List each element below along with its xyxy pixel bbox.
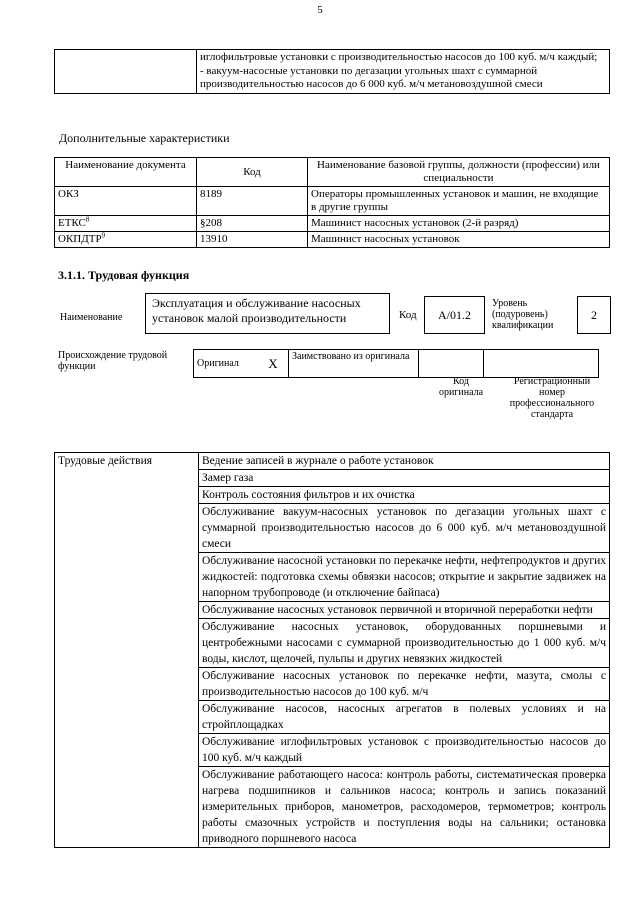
doc-name: ЕТКС: [58, 217, 86, 229]
continuation-table: [54, 49, 610, 94]
additional-title: Дополнительные характеристики: [59, 131, 230, 145]
level-box: 2: [577, 296, 611, 334]
code-label: Код: [399, 309, 417, 321]
actions-table: [54, 452, 610, 848]
level-label: Уровень (подуровень) квалификации: [492, 298, 554, 331]
table-row: [55, 187, 610, 216]
borrowed-label: Заимствовано из оригинала: [289, 350, 419, 378]
code-original-label: Код оригинала: [438, 376, 484, 398]
row-document: [55, 232, 197, 248]
action-item: Контроль состояния фильтров и их очистка: [199, 487, 610, 504]
function-code-box: А/01.2: [424, 296, 485, 334]
table-row: [55, 232, 610, 248]
continuation-cell: [197, 50, 610, 94]
header-code: Код: [197, 158, 308, 187]
table-header-row: [55, 158, 610, 187]
additional-table: [54, 157, 610, 248]
continuation-line: иглофильтровые установки с производительностью насосов до 100 куб. м/ч каждый;: [200, 51, 598, 63]
original-mark: X: [258, 350, 289, 378]
action-item: Обслуживание насосов, насосных агрегатов в полевых условиях и на стройплощадках: [199, 701, 610, 734]
continuation-line: - вакуум-насосные установки по дегазации угольных шахт с суммарной производительностью насосов до 6 000 куб. м/ч метановоздушной смеси: [200, 64, 543, 90]
doc-name: ОКПДТР: [58, 233, 102, 245]
page-number: 5: [317, 4, 323, 16]
header-group: Наименование базовой группы, должности (профессии) или специальности: [308, 158, 610, 187]
code-original-cell: [419, 350, 484, 378]
table-row: [55, 216, 610, 232]
action-item: Обслуживание насосных установок, оборудованных поршневыми и центробежными насосами с суммарной производительностью до 1 000 куб. м/ч воды, кислот, щелочей, пульпы и других невязких жидкостей: [199, 619, 610, 668]
reg-number-label: Регистрационный номер профессионального стандарта: [509, 376, 595, 420]
row-code: 13910: [197, 232, 308, 248]
actions-label: Трудовые действия: [55, 453, 199, 848]
function-title: 3.1.1. Трудовая функция: [58, 268, 190, 282]
footnote-marker: 9: [101, 231, 106, 240]
action-item: Обслуживание насосных установок по перекачке нефти, мазута, смолы с производительностью насосов до 100 куб. м/ч: [199, 668, 610, 701]
row-document: [55, 216, 197, 232]
action-item: Обслуживание работающего насоса: контроль работы, систематическая проверка нагрева подшипников и сальников насоса; контроль и запись показаний измерительных приборов, манометров, расходомеров, термометров; контроль работы смазочных устройств и поступления воды на сальники; остановка приводного поршневого насоса: [199, 767, 610, 848]
table-row: [55, 453, 610, 470]
original-label: Оригинал: [194, 350, 259, 378]
continuation-empty-cell: [55, 50, 197, 94]
origin-label: Происхождение трудовой функции: [58, 350, 168, 372]
row-document: [55, 187, 197, 216]
action-item: Обслуживание вакуум-насосных установок по дегазации угольных шахт с суммарной производительностью насосов до 6 000 куб. м/ч метановоздушной смеси: [199, 504, 610, 553]
footnote-marker: 8: [85, 215, 90, 224]
row-name: Операторы промышленных установок и машин, не входящие в другие группы: [308, 187, 610, 216]
origin-table: [193, 349, 599, 378]
function-name-box: Эксплуатация и обслуживание насосных установок малой производительности: [145, 293, 390, 334]
row-code: 8189: [197, 187, 308, 216]
action-item: Замер газа: [199, 470, 610, 487]
row-name: Машинист насосных установок: [308, 232, 610, 248]
header-document: Наименование документа: [55, 158, 197, 187]
action-item: Обслуживание насосной установки по перекачке нефти, нефтепродуктов и других жидкостей: подготовка схемы обвязки насосов; открытие и закрытие задвижек на напорном трубопроводе (и отключение байпаса): [199, 553, 610, 602]
action-item: Обслуживание насосных установок первичной и вторичной переработки нефти: [199, 602, 610, 619]
action-item: Ведение записей в журнале о работе установок: [199, 453, 610, 470]
reg-number-cell: [484, 350, 599, 378]
doc-name: ОКЗ: [58, 188, 79, 200]
action-item: Обслуживание иглофильтровых установок с производительностью насосов до 100 куб. м/ч каждый: [199, 734, 610, 767]
row-name: Машинист насосных установок (2-й разряд): [308, 216, 610, 232]
row-code: §208: [197, 216, 308, 232]
name-label: Наименование: [60, 312, 123, 323]
